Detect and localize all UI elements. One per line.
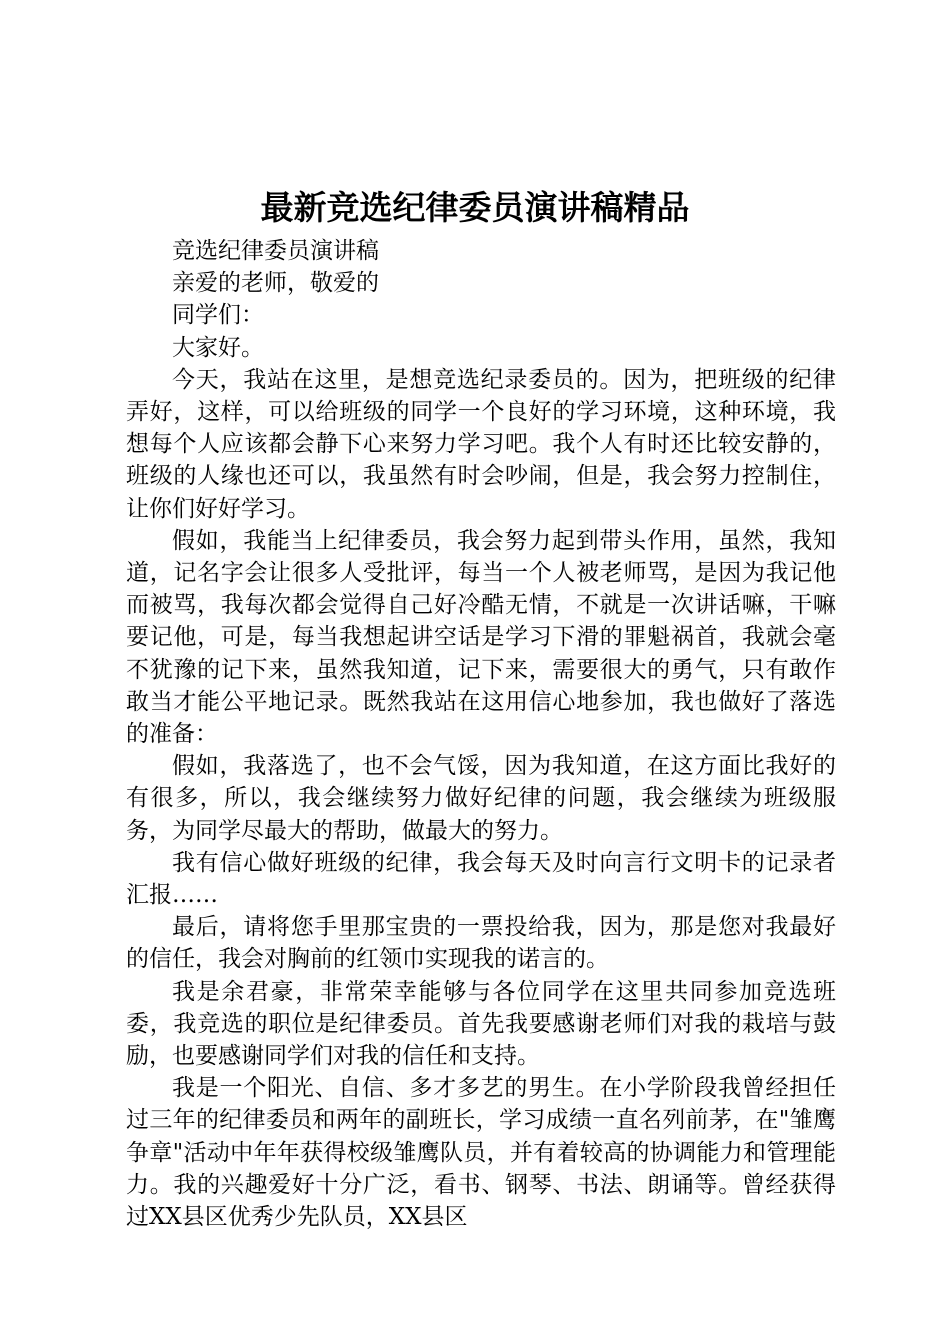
document-title: 最新竞选纪律委员演讲稿精品 bbox=[260, 188, 690, 227]
paragraph: 竞选纪律委员演讲稿 bbox=[172, 238, 379, 264]
paragraph: 我有信心做好班级的纪律，我会每天及时向言行文明卡的记录者汇报…… bbox=[126, 849, 836, 909]
paragraph: 最后，请将您手里那宝贵的一票投给我，因为，那是您对我最好的信任，我会对胸前的红领巾实现我的诺言的。 bbox=[126, 914, 836, 973]
paragraph: 亲爱的老师，敬爱的 bbox=[172, 270, 379, 297]
paragraph: 今天，我站在这里，是想竞选纪录委员的。因为，把班级的纪律弄好，这样，可以给班级的同学一个良好的学习环境，这种环境，我想每个人应该都会静下心来努力学习吧。我个人有时还比较安静的，班级的人缘也还可以，我虽然有时会吵闹，但是，我会努力控制住，让你们好好学习。 bbox=[126, 366, 836, 522]
document-body bbox=[126, 235, 836, 1233]
paragraph: 同学们： bbox=[172, 302, 264, 329]
paragraph: 我是一个阳光、自信、多才多艺的男生。在小学阶段我曾经担任过三年的纪律委员和两年的副班长，学习成绩一直名列前茅，在"雏鹰争章"活动中年年获得校级雏鹰队员，并有着较高的协调能力和管理能力。我的兴趣爱好十分广泛，看书、钢琴、书法、朗诵等。曾经获得过XX县区优秀少先队员，XX县区 bbox=[126, 1075, 836, 1231]
paragraph: 我是余君豪，非常荣幸能够与各位同学在这里共同参加竞选班委，我竞选的职位是纪律委员。首先我要感谢老师们对我的栽培与鼓励，也要感谢同学们对我的信任和支持。 bbox=[126, 978, 836, 1070]
paragraph: 假如，我落选了，也不会气馁，因为我知道，在这方面比我好的有很多，所以，我会继续努力做好纪律的问题，我会继续为班级服务，为同学尽最大的帮助，做最大的努力。 bbox=[126, 753, 836, 844]
paragraph: 假如，我能当上纪律委员，我会努力起到带头作用，虽然，我知道，记名字会让很多人受批评，每当一个人被老师骂，是因为我记他而被骂，我每次都会觉得自己好冷酷无情，不就是一次讲话嘛，干嘛要记他，可是，每当我想起讲空话是学习下滑的罪魁祸首，我就会毫不犹豫的记下来，虽然我知道，记下来，需要很大的勇气，只有敢作敢当才能公平地记录。既然我站在这用信心地参加，我也做好了落选的准备： bbox=[126, 527, 836, 748]
paragraph: 大家好。 bbox=[172, 334, 264, 361]
